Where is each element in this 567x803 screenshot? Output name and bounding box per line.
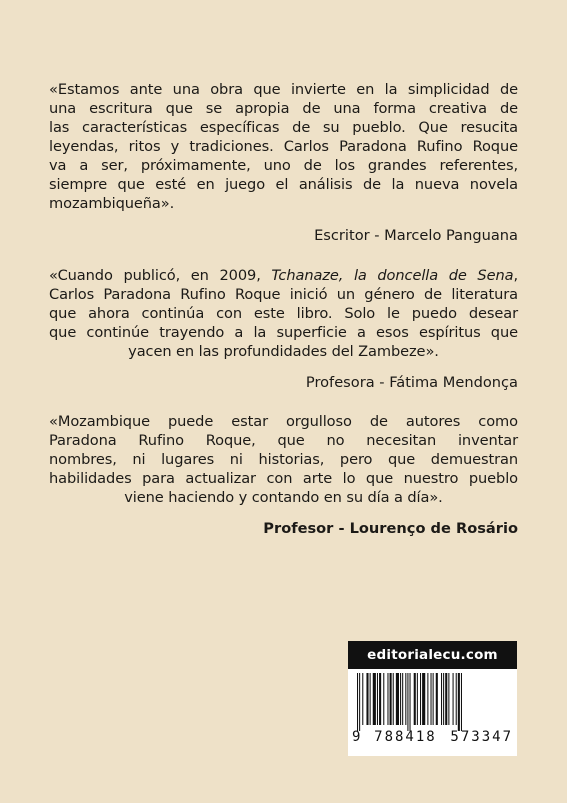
quote-line: yacen en las profundidades del Zambeze».: [128, 343, 439, 360]
barcode-icon: [355, 673, 510, 731]
publisher-website: editorialecu.com: [348, 641, 517, 669]
barcode-bar: [456, 673, 457, 725]
quote-line: una escritura que se apropia de una forma creativa de: [49, 100, 518, 117]
barcode-bar: [366, 673, 368, 725]
barcode-bar: [443, 673, 444, 725]
barcode-bar: [396, 673, 399, 725]
isbn-group-1: 788418: [374, 729, 437, 745]
quote-lourenco-de-rosario: [49, 412, 518, 507]
barcode-bar: [422, 673, 425, 725]
quote-line-start: «Cuando publicó, en 2009,: [49, 267, 272, 284]
barcode-bar: [453, 673, 454, 725]
barcode-bar: [417, 673, 418, 725]
barcode-bar: [402, 673, 403, 725]
quote-line: las características específicas de su pueblo. Que resucita: [49, 119, 518, 136]
barcode-bar: [377, 673, 378, 725]
barcode-bar: [405, 673, 406, 725]
barcode-bar: [370, 673, 371, 725]
barcode-bar: [431, 673, 432, 725]
quote-line: habilidades para actualizar con arte lo que nuestro pueblo: [49, 470, 518, 487]
barcode-bar: [436, 673, 438, 725]
quote-line: mozambiqueña».: [49, 195, 175, 212]
quote-line: que ahora continúa con este libro. Solo le puedo desear: [49, 305, 518, 322]
quote-line: Carlos Paradona Rufino Roque inició un género de literatura: [49, 286, 518, 303]
barcode-bar: [445, 673, 447, 725]
quote-marcelo-panguana: [49, 80, 518, 213]
barcode-bar: [362, 673, 363, 725]
barcode-bar: [433, 673, 434, 725]
quote-line: [49, 266, 518, 285]
barcode-bar: [373, 673, 376, 725]
barcode-bar: [414, 673, 416, 725]
barcode-bar: [383, 673, 384, 725]
barcode-bar: [458, 673, 460, 731]
barcode-bar: [441, 673, 442, 725]
isbn-barcode-block: [348, 641, 517, 756]
barcode-bar: [400, 673, 401, 725]
barcode-bar: [393, 673, 394, 725]
author-fatima-mendonca: Profesora - Fátima Mendonça: [305, 374, 518, 391]
quote-line: nombres, ni lugares ni historias, pero que demuestran: [49, 451, 518, 468]
quote-line: Paradona Rufino Roque, que no necesitan inventar: [49, 432, 518, 449]
quote-line: que continúe trayendo a la superficie a esos espíritus que: [49, 324, 518, 341]
barcode-bar: [357, 673, 358, 731]
isbn-number: [352, 729, 513, 745]
quote-line: leyendas, ritos y tradiciones. Carlos Paradona Rufino Roque: [49, 138, 518, 155]
isbn-prefix: 9: [352, 729, 361, 745]
barcode-bar: [387, 673, 388, 725]
barcode-bar: [407, 673, 408, 731]
barcode-bar: [359, 673, 360, 731]
book-title: Tchanaze, la doncella de Sena: [271, 267, 514, 284]
author-marcelo-panguana: Escritor - Marcelo Panguana: [314, 227, 518, 244]
quote-line: va a ser, próximamente, uno de los grandes referentes,: [49, 157, 518, 174]
quote-line: «Estamos ante una obra que invierte en la simplicidad de: [49, 81, 518, 98]
quote-fatima-mendonca: [49, 266, 518, 361]
quote-line: viene haciendo y contando en su día a día».: [124, 489, 443, 506]
isbn-group-2: 573347: [450, 729, 513, 745]
barcode-bar: [390, 673, 392, 725]
barcode-bar: [427, 673, 428, 725]
barcode-bar: [461, 673, 462, 731]
quote-line: «Mozambique puede estar orgulloso de autores como: [49, 413, 518, 430]
barcode-bar: [420, 673, 421, 725]
quote-line: siempre que esté en juego el análisis de la nueva novela: [49, 176, 518, 193]
barcode-bar: [448, 673, 449, 725]
barcode-bar: [379, 673, 381, 725]
author-lourenco-de-rosario: Profesor - Lourenço de Rosário: [263, 520, 518, 537]
barcode-bar: [410, 673, 411, 731]
quote-line-end: ,: [513, 267, 519, 284]
